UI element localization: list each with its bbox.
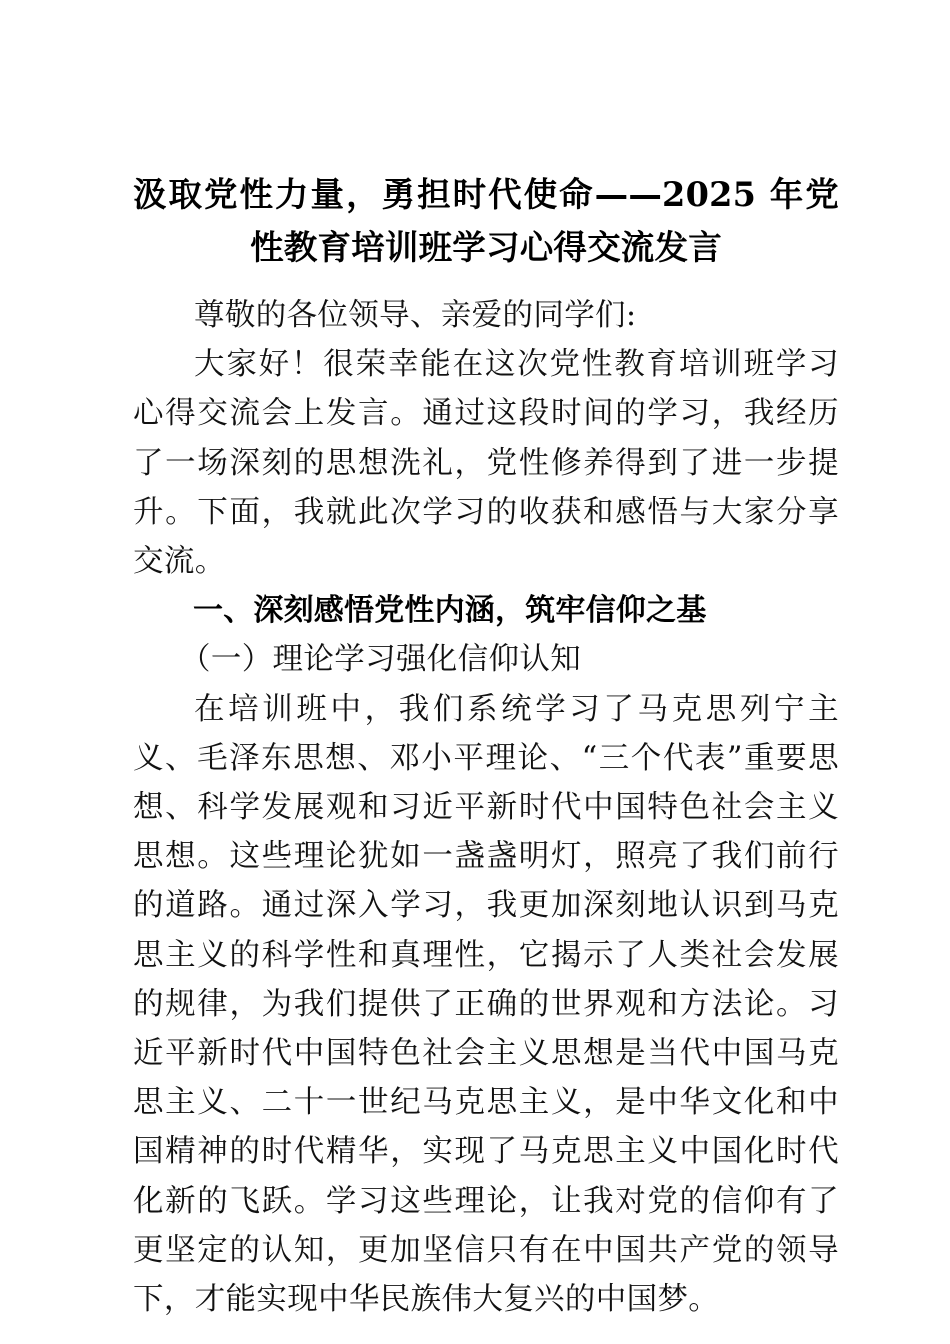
section-body-1-1: 在培训班中，我们系统学习了马克思列宁主义、毛泽东思想、邓小平理论、“三个代表”重要思想、科学发展观和习近平新时代中国特色社会主义思想。这些理论犹如一盏盏明灯，照亮了我们前行的道路。通过深入学习，我更加深刻地认识到马克思主义的科学性和真理性，它揭示了人类社会发展的规律，为我们提供了正确的世界观和方法论。习近平新时代中国特色社会主义思想是当代中国马克思主义、二十一世纪马克思主义，是中华文化和中国精神的时代精华，实现了马克思主义中国化时代化新的飞跃。学习这些理论，让我对党的信仰有了更坚定的认知，更加坚信只有在中国共产党的领导下，才能实现中华民族伟大复兴的中国梦。 (133, 691, 839, 1318)
document-body (133, 168, 839, 1324)
section-subheading-1-1: （一）理论学习强化信仰认知 (180, 642, 582, 678)
section-heading-1: 一、深刻感悟党性内涵，筑牢信仰之基 (193, 593, 707, 629)
document-title (133, 168, 839, 274)
opening-paragraph: 大家好！很荣幸能在这次党性教育培训班学习心得交流会上发言。通过这段时间的学习，我经历了一场深刻的思想洗礼，党性修养得到了进一步提升。下面，我就此次学习的收获和感悟与大家分享交流。 (133, 347, 839, 580)
document-title-line-1: 汲取党性力量，勇担时代使命——2025 年党 (133, 175, 839, 214)
document-title-line-2: 性教育培训班学习心得交流发言 (250, 228, 722, 267)
salutation: 尊敬的各位领导、亲爱的同学们: (194, 298, 637, 333)
